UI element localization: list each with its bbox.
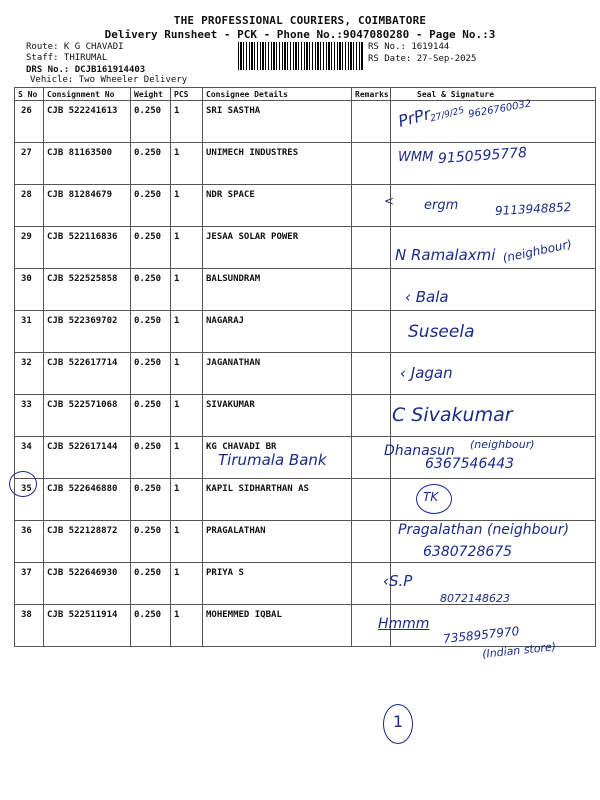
row-pcs: 1 <box>171 311 203 353</box>
row-weight: 0.250 <box>131 101 171 143</box>
company-title: THE PROFESSIONAL COURIERS, COIMBATORE <box>173 14 427 27</box>
row-consignee: BALSUNDRAM <box>203 269 352 311</box>
row-consignment-no: CJB 81163500 <box>44 143 131 185</box>
handwriting-26a: 27/9/25 <box>429 105 466 125</box>
signature-31: Suseela <box>408 322 475 342</box>
handwriting-37: 8072148623 <box>440 592 510 605</box>
row-pcs: 1 <box>171 185 203 227</box>
row-sno: 37 <box>15 563 44 605</box>
row-consignee: NAGARAJ <box>203 311 352 353</box>
row-weight: 0.250 <box>131 227 171 269</box>
rs-date: RS Date: 27-Sep-2025 <box>368 54 477 64</box>
row-remarks <box>352 353 391 395</box>
row-pcs: 1 <box>171 521 203 563</box>
row-consignment-no: CJB 81284679 <box>44 185 131 227</box>
row-remarks <box>352 521 391 563</box>
row-consignee: SIVAKUMAR <box>203 395 352 437</box>
row-weight: 0.250 <box>131 395 171 437</box>
vehicle-label: Vehicle: Two Wheeler Delivery <box>30 75 188 85</box>
col-consignment: Consignment No <box>44 88 131 101</box>
row-consignment-no: CJB 522511914 <box>44 605 131 647</box>
signature-29: N Ramalaxmi <box>395 246 496 264</box>
row-remarks <box>352 395 391 437</box>
row-consignee: KG CHAVADI BR <box>203 437 352 479</box>
row-consignee: PRIYA S <box>203 563 352 605</box>
row-pcs: 1 <box>171 227 203 269</box>
col-remarks: Remarks <box>352 88 391 101</box>
staff-label: Staff: THIRUMAL <box>26 53 108 63</box>
row-consignee: JESAA SOLAR POWER <box>203 227 352 269</box>
row-pcs: 1 <box>171 143 203 185</box>
row-remarks <box>352 479 391 521</box>
row-remarks <box>352 269 391 311</box>
col-sno: S No <box>15 88 44 101</box>
table-row <box>15 353 596 395</box>
table-row <box>15 479 596 521</box>
table-row <box>15 269 596 311</box>
signature-34: Dhanasun <box>384 443 455 459</box>
row-35-circle <box>9 471 37 497</box>
row-weight: 0.250 <box>131 353 171 395</box>
col-pcs: PCS <box>171 88 203 101</box>
handwriting-34c: 6367546443 <box>425 456 515 472</box>
row-consignment-no: CJB 522369702 <box>44 311 131 353</box>
row-consignee: NDR SPACE <box>203 185 352 227</box>
row-sno: 33 <box>15 395 44 437</box>
route-label: Route: K G CHAVADI <box>26 42 124 52</box>
handwriting-27: 9150595778 <box>437 144 528 168</box>
row-weight: 0.250 <box>131 437 171 479</box>
row-weight: 0.250 <box>131 269 171 311</box>
row-weight: 0.250 <box>131 563 171 605</box>
row-pcs: 1 <box>171 605 203 647</box>
handwriting-34a: Tirumala Bank <box>218 451 327 469</box>
runsheet-subtitle: Delivery Runsheet - PCK - Phone No.:9047080280 - Page No.:3 <box>104 28 496 41</box>
col-signature: Seal & Signature <box>391 88 596 101</box>
row-sno: 34 <box>15 437 44 479</box>
row-consignment-no: CJB 522116836 <box>44 227 131 269</box>
signature-32: ‹ Jagan <box>400 364 453 382</box>
row-consignment-no: CJB 522241613 <box>44 101 131 143</box>
col-weight: Weight <box>131 88 171 101</box>
row-remarks <box>352 227 391 269</box>
handwriting-26b: 9626760032 <box>467 98 533 121</box>
row-consignee: UNIMECH INDUSTRES <box>203 143 352 185</box>
row-consignee: MOHEMMED IQBAL <box>203 605 352 647</box>
row-sno: 27 <box>15 143 44 185</box>
col-consignee: Consignee Details <box>203 88 352 101</box>
handwriting-33: C Sivakumar <box>392 404 513 426</box>
row-consignment-no: CJB 522646880 <box>44 479 131 521</box>
signature-27: WMM <box>398 150 434 165</box>
row-weight: 0.250 <box>131 311 171 353</box>
barcode <box>238 42 364 70</box>
row-pcs: 1 <box>171 395 203 437</box>
row-sno: 35 <box>15 479 44 521</box>
row-consignment-no: CJB 522525858 <box>44 269 131 311</box>
row-pcs: 1 <box>171 101 203 143</box>
row-consignment-no: CJB 522128872 <box>44 521 131 563</box>
row-consignee: PRAGALATHAN <box>203 521 352 563</box>
handwriting-28: 9113948852 <box>494 200 572 218</box>
row-sno: 36 <box>15 521 44 563</box>
row-consignee: JAGANATHAN <box>203 353 352 395</box>
row-sno: 28 <box>15 185 44 227</box>
signature-37: ‹S.P <box>383 572 413 590</box>
handwriting-36a: Pragalathan (neighbour) <box>398 522 570 538</box>
row-consignment-no: CJB 522617714 <box>44 353 131 395</box>
row-pcs: 1 <box>171 353 203 395</box>
row-pcs: 1 <box>171 269 203 311</box>
row-consignee: SRI SASTHA <box>203 101 352 143</box>
row-sno: 26 <box>15 101 44 143</box>
page-mark: 1 <box>393 712 404 731</box>
row-remarks <box>352 101 391 143</box>
handwriting-38b: (Indian store) <box>481 640 557 661</box>
signature-30: ‹ Bala <box>405 288 449 306</box>
row-pcs: 1 <box>171 437 203 479</box>
row-weight: 0.250 <box>131 143 171 185</box>
table-header-row <box>15 88 596 101</box>
table-row <box>15 311 596 353</box>
signature-28: ergm <box>424 198 459 213</box>
row-weight: 0.250 <box>131 479 171 521</box>
handwriting-35: TK <box>423 490 439 504</box>
row-weight: 0.250 <box>131 521 171 563</box>
row-sno: 31 <box>15 311 44 353</box>
handwriting-38a: 7358957970 <box>442 624 520 646</box>
row-pcs: 1 <box>171 479 203 521</box>
row-sno: 29 <box>15 227 44 269</box>
row-remarks <box>352 143 391 185</box>
mark-28: < <box>384 194 395 208</box>
row-consignment-no: CJB 522617144 <box>44 437 131 479</box>
handwriting-29: (neighbour) <box>501 236 574 266</box>
row-remarks <box>352 311 391 353</box>
signature-38: Hmmm <box>378 616 430 632</box>
row-weight: 0.250 <box>131 605 171 647</box>
row-consignee: KAPIL SIDHARTHAN AS <box>203 479 352 521</box>
rs-number: RS No.: 1619144 <box>368 42 450 52</box>
row-sno: 38 <box>15 605 44 647</box>
drs-number: DRS No.: DCJB161914403 <box>26 65 146 75</box>
signature-26: PrPr <box>396 104 433 131</box>
row-sno: 30 <box>15 269 44 311</box>
row-sno: 32 <box>15 353 44 395</box>
row-consignment-no: CJB 522571068 <box>44 395 131 437</box>
handwriting-34b: (neighbour) <box>470 438 535 451</box>
row-weight: 0.250 <box>131 185 171 227</box>
handwriting-36b: 6380728675 <box>423 544 513 560</box>
row-pcs: 1 <box>171 563 203 605</box>
runsheet-table <box>14 87 596 647</box>
row-consignment-no: CJB 522646930 <box>44 563 131 605</box>
